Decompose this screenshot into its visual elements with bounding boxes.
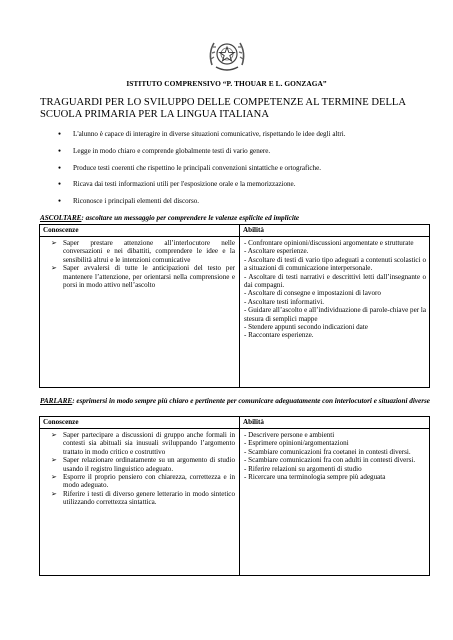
goal-item: ● L'alunno è capace di interagire in diverse situazioni comunicative, rispettando le idee degli altri. [58,130,428,139]
abilita-item: - Ascoltare di testi narrativi e descrittivi letti dall’insegnante o dai compagni. [244,272,426,290]
column-header-conoscenze: Conoscenze [40,225,240,237]
conoscenza-item: ➢ Saper partecipare a discussioni di gruppo anche formali in contesti sia abituali sia inusuali sviluppando l’argomento trattato in modo critico e costruttivo [52,431,235,456]
goal-item: ● Legge in modo chiaro e comprende globalmente testi di vario genere. [58,147,428,156]
abilita-cell [240,237,430,388]
section-label: PARLARE [40,397,73,405]
conoscenza-item: ➢ Esporre il proprio pensiero con chiarezza, correttezza e in modo adeguato. [52,473,235,490]
section-description: : ascoltare un messaggio per comprendere le valenze esplicite ed implicite [81,214,300,222]
abilita-item: - Ascoltare di consegne e impostazioni di lavoro [244,289,381,298]
abilita-item: - Ascoltare esperienze. [244,247,309,256]
table-parlare [39,416,430,576]
goal-item: ● Produce testi coerenti che rispettino le principali convenzioni sintattiche e ortografiche. [58,164,428,173]
column-header-abilita: Abilità [240,417,430,429]
section-heading-parlare [40,397,440,405]
title-line-2: SCUOLA PRIMARIA PER LA LINGUA ITALIANA [40,108,269,120]
abilita-item: - Descrivere persone e ambienti [244,431,335,439]
goal-item: ● Ricava dai testi informazioni utili per l'esposizione orale e la memorizzazione. [58,180,428,189]
conoscenza-item: ➢ Saper relazionare ordinatamente su un argomento di studio usando il registro linguistico adeguato. [52,456,235,473]
abilita-item: - Raccontare esperienze. [244,331,314,340]
goals-list [58,130,428,214]
goal-item: ● Riconosce i principali elementi del discorso. [58,197,428,206]
column-header-abilita: Abilità [240,225,430,237]
section-label: ASCOLTARE [40,214,82,222]
abilita-item: - Riferire relazioni su argomenti di studio [244,464,362,473]
abilita-item: - Ricercare una terminologia sempre più adeguata [244,473,386,482]
abilita-item: - Scambiare comunicazioni fra con adulti in contesti diversi. [244,456,416,465]
abilita-item: - Scambiare comunicazioni fra coetanei in contesti diversi. [244,447,411,456]
abilita-item: - Ascoltare testi informativi. [244,297,324,306]
table-ascoltare [39,224,430,388]
section-heading-ascoltare [40,214,440,222]
italian-republic-emblem-icon [206,35,248,75]
conoscenza-item: ➢ Saper avvalersi di tutte le anticipazioni del testo per mantenere l’attenzione, per orientarsi nella comprensione e porsi in modo attivo nell’ascolto [52,264,235,289]
abilita-item: - Confrontare opinioni/discussioni argomentate e strutturate [244,239,414,247]
institute-name: ISTITUTO COMPRENSIVO “P. THOUAR E L. GONZAGA” [126,79,327,88]
abilita-item: - Ascoltare di testi di vario tipo adeguati a contenuti scolastici o a situazioni di comunicazione interpersonale. [244,255,426,273]
page-title [40,97,420,120]
conoscenze-cell [40,237,240,388]
title-line-1: TRAGUARDI PER LO SVILUPPO DELLE COMPETENZE AL TERMINE DELLA [40,97,407,108]
conoscenza-item: ➢ Saper prestare attenzione all’interlocutore nelle conversazioni e nei dibattiti, comprendere le idee e la sensibilità altrui e le intenzioni comunicative [52,239,235,264]
abilita-item: - Esprimere opinioni/argomentazioni [244,439,349,448]
conoscenza-item: ➢ Riferire i testi di diverso genere letterario in modo sintetico utilizzando correttezza sintattica. [52,490,235,507]
conoscenze-cell [40,429,240,576]
section-description: : esprimersi in modo sempre più chiaro e pertinente per comunicare adeguatamente con interlocutori e situazioni diverse [72,397,430,405]
abilita-cell [240,429,430,576]
abilita-item: - Guidare all’ascolto e all’individuazione di parole-chiave per la stesura di semplici mappe [244,306,426,323]
column-header-conoscenze: Conoscenze [40,417,240,429]
abilita-item: - Stendere appunti secondo indicazioni date [244,323,368,332]
